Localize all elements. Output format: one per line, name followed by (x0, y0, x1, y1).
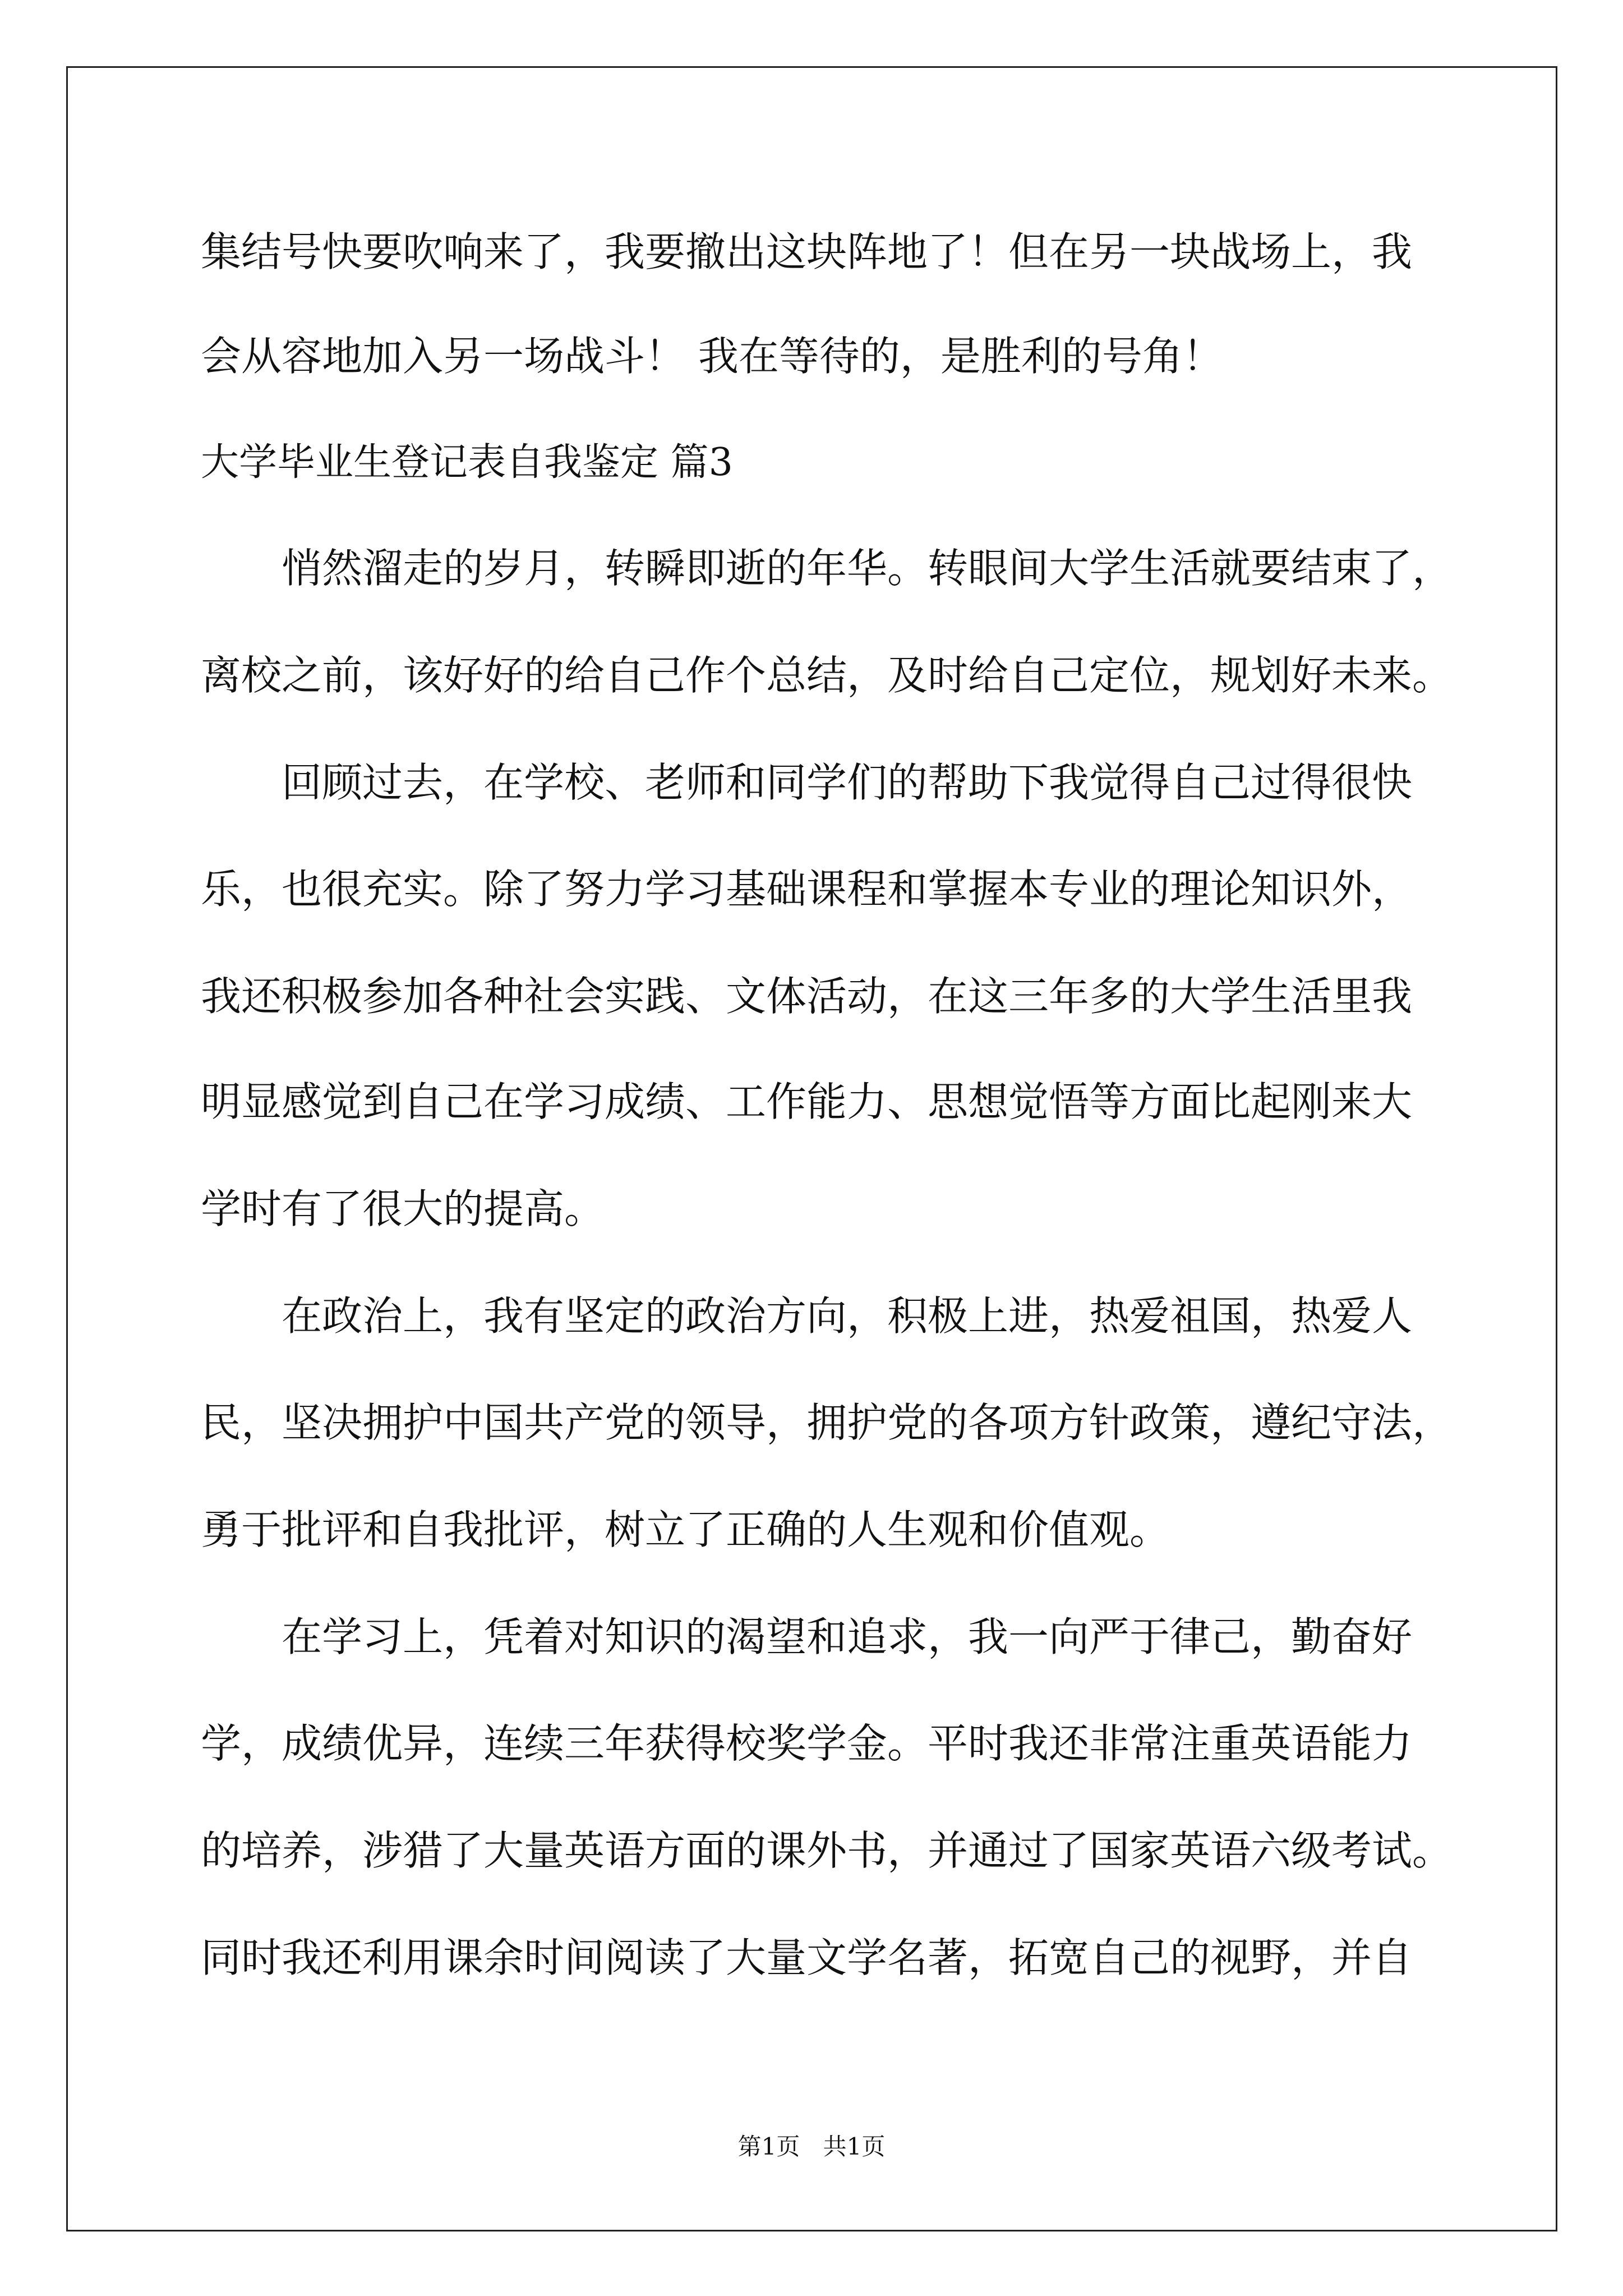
paragraph-line: 同时我还利用课余时间阅读了大量文学名著，拓宽自己的视野，并自 (201, 1934, 1413, 1981)
paragraph-line: 在政治上，我有坚定的政治方向，积极上进，热爱祖国，热爱人 (282, 1292, 1413, 1340)
paragraph-line: 勇于批评和自我批评，树立了正确的人生观和价值观。 (201, 1506, 1170, 1553)
paragraph-line: 乐，也很充实。除了努力学习基础课程和掌握本专业的理论知识外， (201, 866, 1413, 913)
paragraph-line: 明显感觉到自己在学习成绩、工作能力、思想觉悟等方面比起刚来大 (201, 1078, 1413, 1125)
paragraph-line: 回顾过去，在学校、老师和同学们的帮助下我觉得自己过得很快 (282, 759, 1413, 806)
paragraph-line: 的培养，涉猎了大量英语方面的课外书，并通过了国家英语六级考试。 (201, 1827, 1453, 1874)
paragraph-line: 我还积极参加各种社会实践、文体活动，在这三年多的大学生活里我 (201, 973, 1413, 1020)
paragraph-line: 学，成绩优异，连续三年获得校奖学金。平时我还非常注重英语能力 (201, 1720, 1413, 1767)
paragraph-line: 离校之前，该好好的给自己作个总结，及时给自己定位，规划好未来。 (201, 652, 1453, 699)
paragraph-line: 学时有了很大的提高。 (201, 1185, 605, 1232)
paragraph-line: 悄然溜走的岁月，转瞬即逝的年华。转眼间大学生活就要结束了， (282, 545, 1453, 592)
page-footer: 第1页 共1页 (737, 2133, 886, 2160)
section-heading: 大学毕业生登记表自我鉴定 篇3 (201, 440, 733, 485)
paragraph-line: 民，坚决拥护中国共产党的领导，拥护党的各项方针政策，遵纪守法， (201, 1399, 1453, 1446)
continuation-line: 集结号快要吹响来了，我要撤出这块阵地了！但在另一块战场上，我 (201, 228, 1413, 275)
continuation-line: 会从容地加入另一场战斗！ 我在等待的，是胜利的号角！ (201, 333, 1223, 380)
paragraph-line: 在学习上，凭着对知识的渴望和追求，我一向严于律己，勤奋好 (282, 1613, 1413, 1660)
page-border (66, 66, 1557, 2231)
